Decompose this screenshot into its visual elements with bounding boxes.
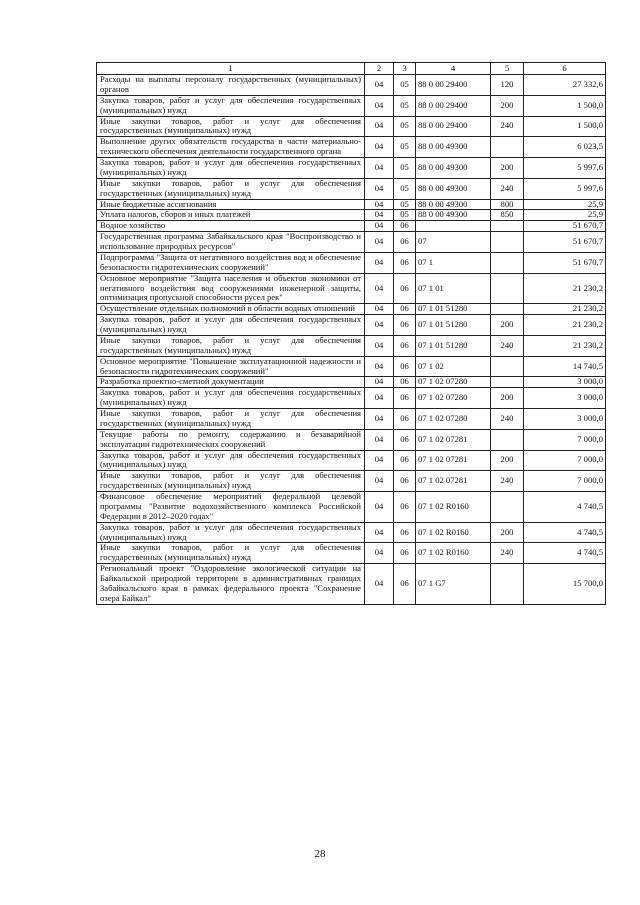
- row-expense-type: [491, 252, 524, 273]
- row-subsection: 05: [394, 95, 416, 116]
- row-subsection: 06: [394, 356, 416, 377]
- row-section: 04: [365, 429, 394, 450]
- row-expense-type: 120: [491, 75, 524, 96]
- row-expense-type: 200: [491, 450, 524, 471]
- row-subsection: 06: [394, 221, 416, 232]
- row-section: 04: [365, 304, 394, 315]
- table-row: [97, 199, 606, 210]
- row-expense-type: 800: [491, 199, 524, 210]
- row-subsection: 06: [394, 409, 416, 430]
- row-amount: 7 000,0: [524, 429, 606, 450]
- row-subsection: 06: [394, 429, 416, 450]
- row-name: Основное мероприятие "Повышение эксплуатационной надежности и безопасности гидротехнических сооружений": [97, 356, 365, 377]
- row-section: 04: [365, 75, 394, 96]
- row-expense-type: 240: [491, 471, 524, 492]
- row-amount: 3 000,0: [524, 409, 606, 430]
- row-expense-type: [491, 137, 524, 158]
- header-cell: 3: [394, 63, 416, 75]
- row-target-code: 07 1 02: [416, 356, 491, 377]
- row-target-code: 07 1 02 07281: [416, 471, 491, 492]
- row-section: 04: [365, 377, 394, 388]
- row-amount: 51 670,7: [524, 221, 606, 232]
- row-name: Водное хозяйство: [97, 221, 365, 232]
- row-target-code: 07 1 02 07281: [416, 429, 491, 450]
- row-amount: 15 700,0: [524, 564, 606, 605]
- row-target-code: 07 1 01 51280: [416, 335, 491, 356]
- row-name: Уплата налогов, сборов и иных платежей: [97, 210, 365, 221]
- table-row: [97, 252, 606, 273]
- row-amount: 4 740,5: [524, 543, 606, 564]
- row-amount: 1 500,0: [524, 95, 606, 116]
- table-row: [97, 273, 606, 304]
- row-name: Государственная программа Забайкальского края "Воспроизводство и использование природных ресурсов": [97, 232, 365, 253]
- row-subsection: 05: [394, 75, 416, 96]
- row-name: Выполнение других обязательств государства в части материально-технического обеспечения деятельности государственного органа: [97, 137, 365, 158]
- row-name: Закупка товаров, работ и услуг для обеспечения государственных (муниципальных) нужд: [97, 388, 365, 409]
- row-subsection: 06: [394, 564, 416, 605]
- row-section: 04: [365, 221, 394, 232]
- table-row: [97, 315, 606, 336]
- row-target-code: 07 1 02 07281: [416, 450, 491, 471]
- row-target-code: 07 1 02 R0160: [416, 492, 491, 523]
- row-section: 04: [365, 210, 394, 221]
- row-subsection: 06: [394, 252, 416, 273]
- budget-table: [96, 62, 606, 605]
- row-amount: 4 740,5: [524, 492, 606, 523]
- page-number: 28: [314, 848, 326, 860]
- row-amount: 51 670,7: [524, 252, 606, 273]
- row-name: Иные закупки товаров, работ и услуг для обеспечения государственных (муниципальных) нужд: [97, 471, 365, 492]
- row-section: 04: [365, 543, 394, 564]
- row-expense-type: 240: [491, 178, 524, 199]
- table-row: [97, 564, 606, 605]
- row-amount: 7 000,0: [524, 450, 606, 471]
- header-cell: 1: [97, 63, 365, 75]
- row-subsection: 06: [394, 335, 416, 356]
- row-amount: 5 997,6: [524, 158, 606, 179]
- row-name: Расходы на выплаты персоналу государственных (муниципальных) органов: [97, 75, 365, 96]
- row-section: 04: [365, 335, 394, 356]
- row-amount: 3 000,0: [524, 377, 606, 388]
- row-name: Финансовое обеспечение мероприятий федеральной целевой программы "Развитие водохозяйственного комплекса Российской Федерации в 2012–2020 годах": [97, 492, 365, 523]
- table-row: [97, 221, 606, 232]
- row-amount: 21 230,2: [524, 315, 606, 336]
- table-row: [97, 232, 606, 253]
- row-section: 04: [365, 116, 394, 137]
- row-subsection: 06: [394, 315, 416, 336]
- row-section: 04: [365, 522, 394, 543]
- row-section: 04: [365, 564, 394, 605]
- row-expense-type: [491, 377, 524, 388]
- header-cell: 4: [416, 63, 491, 75]
- row-subsection: 06: [394, 543, 416, 564]
- header-cell: 5: [491, 63, 524, 75]
- row-name: Региональный проект "Оздоровление экологической ситуации на Байкальской природной территории в административных границах Забайкальского края в рамках федерального проекта "Сохранение озера Байкал": [97, 564, 365, 605]
- row-expense-type: 200: [491, 158, 524, 179]
- table-row: [97, 335, 606, 356]
- row-expense-type: 200: [491, 388, 524, 409]
- row-expense-type: [491, 232, 524, 253]
- row-name: Иные закупки товаров, работ и услуг для обеспечения государственных (муниципальных) нужд: [97, 116, 365, 137]
- row-target-code: 88 0 00 49300: [416, 137, 491, 158]
- row-section: 04: [365, 492, 394, 523]
- table-row: [97, 409, 606, 430]
- row-name: Основное мероприятие "Защита населения и объектов экономики от негативного воздействия вод сооружениями инженерной защиты, оптимизация пропускной способности русел рек": [97, 273, 365, 304]
- row-target-code: 88 0 00 49300: [416, 210, 491, 221]
- row-amount: 21 230,2: [524, 273, 606, 304]
- row-section: 04: [365, 409, 394, 430]
- row-expense-type: [491, 273, 524, 304]
- row-section: 04: [365, 315, 394, 336]
- row-name: Закупка товаров, работ и услуг для обеспечения государственных (муниципальных) нужд: [97, 315, 365, 336]
- row-amount: 4 740,5: [524, 522, 606, 543]
- row-name: Иные закупки товаров, работ и услуг для обеспечения государственных (муниципальных) нужд: [97, 335, 365, 356]
- row-target-code: 07 1 02 R0160: [416, 543, 491, 564]
- table-row: [97, 543, 606, 564]
- header-cell: 2: [365, 63, 394, 75]
- table-row: [97, 492, 606, 523]
- row-name: Иные бюджетные ассигнования: [97, 199, 365, 210]
- row-subsection: 06: [394, 377, 416, 388]
- row-subsection: 05: [394, 199, 416, 210]
- row-target-code: 07 1 02 R0160: [416, 522, 491, 543]
- row-section: 04: [365, 158, 394, 179]
- row-section: 04: [365, 356, 394, 377]
- row-name: Осуществление отдельных полномочий в области водных отношений: [97, 304, 365, 315]
- row-name: Иные закупки товаров, работ и услуг для обеспечения государственных (муниципальных) нужд: [97, 409, 365, 430]
- table-row: [97, 75, 606, 96]
- row-name: Иные закупки товаров, работ и услуг для обеспечения государственных (муниципальных) нужд: [97, 543, 365, 564]
- row-subsection: 06: [394, 304, 416, 315]
- table-row: [97, 377, 606, 388]
- table-row: [97, 429, 606, 450]
- row-target-code: 07 1 01: [416, 273, 491, 304]
- row-amount: 27 332,6: [524, 75, 606, 96]
- row-amount: 1 500,0: [524, 116, 606, 137]
- row-amount: 3 000,0: [524, 388, 606, 409]
- row-expense-type: [491, 304, 524, 315]
- row-section: 04: [365, 178, 394, 199]
- row-target-code: 07 1 02 07280: [416, 388, 491, 409]
- table-row: [97, 304, 606, 315]
- row-subsection: 05: [394, 210, 416, 221]
- row-subsection: 05: [394, 178, 416, 199]
- row-name: Иные закупки товаров, работ и услуг для обеспечения государственных (муниципальных) нужд: [97, 178, 365, 199]
- row-amount: 5 997,6: [524, 178, 606, 199]
- row-section: 04: [365, 388, 394, 409]
- row-section: 04: [365, 232, 394, 253]
- row-target-code: 88 0 00 49300: [416, 178, 491, 199]
- header-row: [97, 63, 606, 75]
- row-amount: 21 230,2: [524, 304, 606, 315]
- header-cell: 6: [524, 63, 606, 75]
- row-expense-type: 240: [491, 335, 524, 356]
- row-target-code: 88 0 00 29400: [416, 95, 491, 116]
- table-row: [97, 471, 606, 492]
- row-section: 04: [365, 199, 394, 210]
- row-name: Закупка товаров, работ и услуг для обеспечения государственных (муниципальных) нужд: [97, 450, 365, 471]
- row-subsection: 06: [394, 388, 416, 409]
- table-row: [97, 137, 606, 158]
- row-section: 04: [365, 450, 394, 471]
- row-target-code: 07: [416, 232, 491, 253]
- row-section: 04: [365, 273, 394, 304]
- table-row: [97, 450, 606, 471]
- row-subsection: 06: [394, 273, 416, 304]
- row-amount: 7 000,0: [524, 471, 606, 492]
- row-subsection: 06: [394, 232, 416, 253]
- row-section: 04: [365, 137, 394, 158]
- row-target-code: 88 0 00 49300: [416, 199, 491, 210]
- row-name: Текущие работы по ремонту, содержанию и безаварийной эксплуатации гидротехнических сооружений: [97, 429, 365, 450]
- row-name: Закупка товаров, работ и услуг для обеспечения государственных (муниципальных) нужд: [97, 95, 365, 116]
- row-target-code: 88 0 00 29400: [416, 116, 491, 137]
- row-target-code: [416, 221, 491, 232]
- row-name: Закупка товаров, работ и услуг для обеспечения государственных (муниципальных) нужд: [97, 158, 365, 179]
- row-subsection: 06: [394, 450, 416, 471]
- row-target-code: 88 0 00 49300: [416, 158, 491, 179]
- table-row: [97, 178, 606, 199]
- table-row: [97, 95, 606, 116]
- row-subsection: 05: [394, 137, 416, 158]
- row-amount: 6 023,5: [524, 137, 606, 158]
- row-target-code: 07 1 G7: [416, 564, 491, 605]
- row-expense-type: 200: [491, 95, 524, 116]
- row-target-code: 07 1 01 51280: [416, 304, 491, 315]
- row-subsection: 06: [394, 492, 416, 523]
- row-subsection: 06: [394, 522, 416, 543]
- row-name: Подпрограмма "Защита от негативного воздействия вод и обеспечение безопасности гидротехнических сооружений": [97, 252, 365, 273]
- row-name: Разработка проектно-сметной документации: [97, 377, 365, 388]
- row-section: 04: [365, 471, 394, 492]
- row-amount: 51 670,7: [524, 232, 606, 253]
- table-row: [97, 388, 606, 409]
- row-expense-type: 240: [491, 409, 524, 430]
- row-expense-type: [491, 356, 524, 377]
- row-expense-type: [491, 429, 524, 450]
- row-expense-type: 850: [491, 210, 524, 221]
- row-expense-type: 200: [491, 315, 524, 336]
- row-expense-type: 240: [491, 543, 524, 564]
- table-row: [97, 158, 606, 179]
- row-expense-type: [491, 564, 524, 605]
- table-row: [97, 116, 606, 137]
- row-subsection: 05: [394, 158, 416, 179]
- row-section: 04: [365, 252, 394, 273]
- row-section: 04: [365, 95, 394, 116]
- table-row: [97, 210, 606, 221]
- row-amount: 21 230,2: [524, 335, 606, 356]
- row-target-code: 07 1 02 07280: [416, 377, 491, 388]
- row-name: Закупка товаров, работ и услуг для обеспечения государственных (муниципальных) нужд: [97, 522, 365, 543]
- row-expense-type: [491, 492, 524, 523]
- row-amount: 25,9: [524, 199, 606, 210]
- row-target-code: 07 1: [416, 252, 491, 273]
- row-expense-type: 240: [491, 116, 524, 137]
- row-target-code: 88 0 00 29400: [416, 75, 491, 96]
- row-subsection: 05: [394, 116, 416, 137]
- table-row: [97, 356, 606, 377]
- row-target-code: 07 1 02 07280: [416, 409, 491, 430]
- row-amount: 25,9: [524, 210, 606, 221]
- row-expense-type: 200: [491, 522, 524, 543]
- row-subsection: 06: [394, 471, 416, 492]
- row-expense-type: [491, 221, 524, 232]
- row-target-code: 07 1 01 51280: [416, 315, 491, 336]
- row-amount: 14 740,5: [524, 356, 606, 377]
- table-row: [97, 522, 606, 543]
